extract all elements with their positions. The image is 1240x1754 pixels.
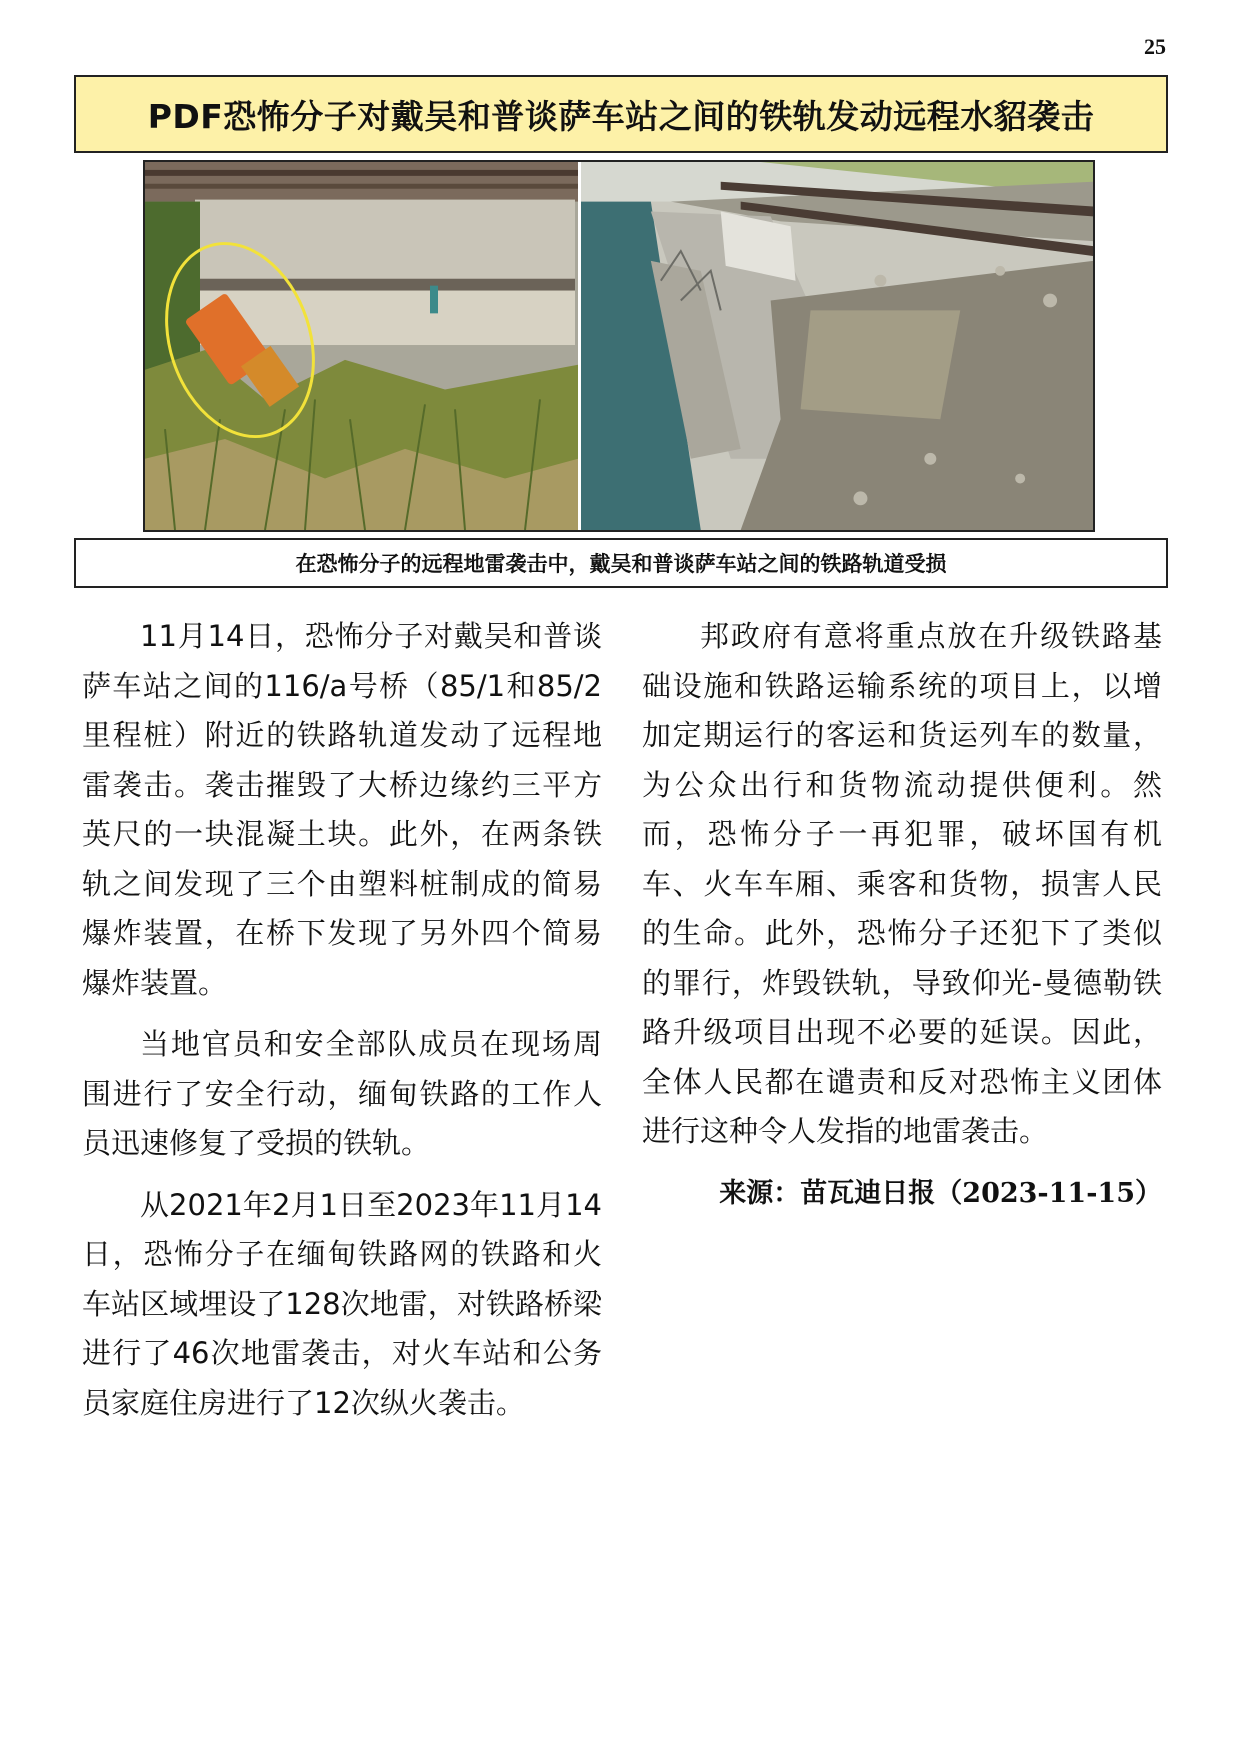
- photo-landmine-illustration: [145, 162, 578, 530]
- article-left-column: [82, 612, 602, 1440]
- headline-banner: [74, 75, 1168, 153]
- headline: PDF恐怖分子对戴吴和普谈萨车站之间的铁轨发动远程水貂袭击: [147, 96, 1095, 136]
- caption-box: [74, 538, 1168, 588]
- article-paragraph: 11月14日，恐怖分子对戴吴和普谈萨车站之间的116/a号桥（85/1和85/2里程桩）附近的铁路轨道发动了远程地雷袭击。袭击摧毁了大桥边缘约三平方英尺的一块混凝土块。此外，在两条铁轨之间发现了三个由塑料桩制成的简易爆炸装置，在桥下发现了另外四个简易爆炸装置。: [82, 619, 602, 1000]
- photo-damaged-railway-bridge: [581, 162, 1093, 530]
- article-paragraph: 当地官员和安全部队成员在现场周围进行了安全行动，缅甸铁路的工作人员迅速修复了受损的铁轨。: [82, 1027, 602, 1160]
- photo-landmine-under-bridge: [145, 162, 581, 530]
- article-paragraph: 从2021年2月1日至2023年11月14日，恐怖分子在缅甸铁路网的铁路和火车站区域埋设了128次地雷，对铁路桥梁进行了46次地雷袭击，对火车站和公务员家庭住房进行了12次纵火袭击。: [82, 1187, 602, 1420]
- photo-bridge-illustration: [581, 162, 1093, 530]
- article-paragraph: 邦政府有意将重点放在升级铁路基础设施和铁路运输系统的项目上，以增加定期运行的客运和货运列车的数量，为公众出行和货物流动提供便利。然而，恐怖分子一再犯罪，破坏国有机车、火车车厢、乘客和货物，损害人民的生命。此外，恐怖分子还犯下了类似的罪行，炸毁铁轨，导致仰光-曼德勒铁路升级项目出现不必要的延误。因此，全体人民都在谴责和反对恐怖主义团体进行这种令人发指的地雷袭击。: [642, 619, 1162, 1148]
- article-right-column: [642, 612, 1162, 1218]
- photo-frame: [143, 160, 1095, 532]
- photo-caption: 在恐怖分子的远程地雷袭击中，戴吴和普谈萨车站之间的铁路轨道受损: [295, 552, 947, 576]
- article-source: 来源：苗瓦迪日报（2023-11-15）: [719, 1177, 1162, 1209]
- page-number: 25: [1144, 34, 1166, 59]
